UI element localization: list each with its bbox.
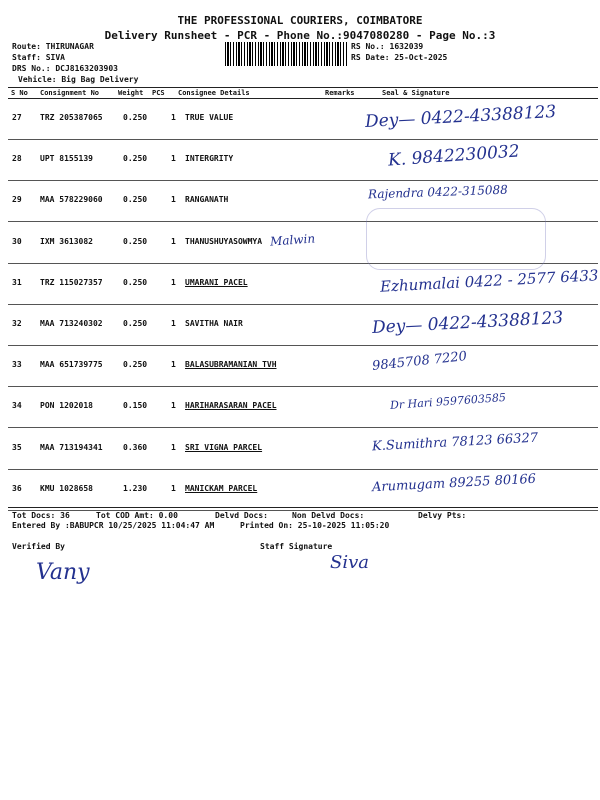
row-pcs: 1 bbox=[171, 277, 176, 287]
row-pcs: 1 bbox=[171, 401, 176, 411]
row-weight: 0.360 bbox=[123, 442, 148, 452]
header-top-rule bbox=[8, 87, 598, 88]
row-handwritten-signature: Rajendra 0422-315088 bbox=[367, 182, 509, 202]
row-consignee: SAVITHA NAIR bbox=[185, 319, 243, 328]
col-consignment: Consignment No bbox=[40, 89, 100, 97]
col-remarks: Remarks bbox=[325, 89, 355, 97]
row-weight: 1.230 bbox=[123, 483, 148, 493]
row-pcs: 1 bbox=[171, 319, 176, 328]
row-consignee: SRI VIGNA PARCEL bbox=[185, 442, 263, 452]
row-weight: 0.150 bbox=[123, 401, 148, 411]
row-consignment-no: MAA 713194341 bbox=[40, 442, 103, 452]
row-pcs: 1 bbox=[171, 442, 176, 452]
row-weight: 0.250 bbox=[123, 236, 148, 246]
row-consignee: RANGANATH bbox=[185, 195, 229, 205]
verifier-signature: Vany bbox=[36, 560, 90, 585]
row-sno: 32 bbox=[12, 319, 22, 328]
row-consignment-no: MAA 651739775 bbox=[40, 360, 103, 370]
row-consignment-no: KMU 1028658 bbox=[40, 483, 93, 493]
row-pcs: 1 bbox=[171, 236, 176, 246]
rs-date: RS Date: 25-Oct-2025 bbox=[351, 53, 448, 62]
company-title: THE PROFESSIONAL COURIERS, COIMBATORE bbox=[177, 14, 423, 27]
footer-rule bbox=[8, 507, 598, 508]
row-handwritten-signature: Ezhumalai 0422 - 2577 6433 bbox=[379, 266, 599, 296]
col-pcs: PCS bbox=[152, 89, 165, 97]
delivery-points: Delvy Pts: bbox=[418, 511, 467, 520]
col-sno: S No bbox=[11, 89, 28, 97]
row-consignee: THANUSHUYASOWMYA bbox=[185, 236, 263, 246]
row-consignment-no: MAA 713240302 bbox=[40, 319, 103, 328]
non-delivered-docs: Non Delvd Docs: bbox=[292, 511, 365, 520]
row-handwritten-signature: K. 9842230032 bbox=[387, 141, 521, 171]
col-weight: Weight bbox=[118, 89, 144, 97]
verified-by-label: Verified By bbox=[12, 542, 65, 551]
row-handwritten-signature: Arumugam 89255 80166 bbox=[371, 471, 537, 496]
table-row bbox=[0, 429, 600, 469]
row-consignee: UMARANI PACEL bbox=[185, 277, 248, 287]
table-row bbox=[0, 470, 600, 510]
shop-stamp bbox=[366, 208, 546, 270]
row-consignment-no: UPT 8155139 bbox=[40, 154, 93, 164]
drs-number: DRS No.: DCJ8163203903 bbox=[12, 64, 118, 73]
staff-handwritten-signature: Siva bbox=[330, 552, 369, 573]
route-label: Route: THIRUNAGAR bbox=[12, 42, 94, 51]
row-weight: 0.250 bbox=[123, 277, 148, 287]
runsheet-subtitle: Delivery Runsheet - PCR - Phone No.:9047080280 - Page No.:3 bbox=[104, 29, 496, 42]
row-weight: 0.250 bbox=[123, 319, 148, 328]
col-seal-signature: Seal & Signature bbox=[382, 89, 450, 97]
row-sno: 27 bbox=[12, 113, 22, 122]
row-consignment-no: TRZ 205387065 bbox=[40, 113, 103, 122]
row-consignee: BALASUBRAMANIAN TVH bbox=[185, 360, 277, 370]
row-pcs: 1 bbox=[171, 113, 176, 122]
table-row bbox=[0, 305, 600, 345]
row-pcs: 1 bbox=[171, 360, 176, 370]
row-consignment-no: TRZ 115027357 bbox=[40, 277, 103, 287]
table-row bbox=[0, 346, 600, 386]
col-consignee: Consignee Details bbox=[178, 89, 250, 97]
row-handwritten-signature: 9845708 7220 bbox=[371, 349, 468, 375]
total-docs: Tot Docs: 36 bbox=[12, 511, 70, 520]
row-handwritten-signature: Dey— 0422-43388123 bbox=[371, 308, 564, 338]
row-handwritten-signature: Dey— 0422-43388123 bbox=[364, 102, 557, 132]
printed-on: Printed On: 25-10-2025 11:05:20 bbox=[240, 521, 390, 530]
delivered-docs: Delvd Docs: bbox=[215, 511, 268, 520]
row-sno: 28 bbox=[12, 154, 22, 164]
vehicle-label: Vehicle: Big Bag Delivery bbox=[18, 75, 139, 84]
row-handwritten-signature: Dr Hari 9597603585 bbox=[389, 391, 507, 413]
row-consignment-no: PON 1202018 bbox=[40, 401, 93, 411]
row-sno: 36 bbox=[12, 483, 22, 493]
rs-number: RS No.: 1632039 bbox=[351, 42, 424, 51]
row-consignee: MANICKAM PARCEL bbox=[185, 483, 258, 493]
row-handwritten-signature: Malwin bbox=[269, 231, 316, 249]
entered-by: Entered By :BABUPCR 10/25/2025 11:04:47 AM bbox=[12, 521, 215, 530]
row-sno: 31 bbox=[12, 277, 22, 287]
row-sno: 30 bbox=[12, 236, 22, 246]
row-weight: 0.250 bbox=[123, 195, 148, 205]
row-consignment-no: IXM 3613082 bbox=[40, 236, 93, 246]
table-row bbox=[0, 140, 600, 180]
table-row bbox=[0, 99, 600, 139]
staff-label: Staff: SIVA bbox=[12, 53, 65, 62]
row-consignee: HARIHARASARAN PACEL bbox=[185, 401, 277, 411]
row-pcs: 1 bbox=[171, 154, 176, 164]
total-cod: Tot COD Amt: 0.00 bbox=[96, 511, 178, 520]
row-sno: 35 bbox=[12, 442, 22, 452]
barcode-image bbox=[225, 42, 347, 66]
row-weight: 0.250 bbox=[123, 154, 148, 164]
row-sno: 33 bbox=[12, 360, 22, 370]
row-consignment-no: MAA 578229060 bbox=[40, 195, 103, 205]
row-consignee: TRUE VALUE bbox=[185, 113, 234, 122]
row-pcs: 1 bbox=[171, 483, 176, 493]
row-consignee: INTERGRITY bbox=[185, 154, 234, 164]
staff-signature-label: Staff Signature bbox=[260, 542, 333, 551]
row-sno: 29 bbox=[12, 195, 22, 205]
row-pcs: 1 bbox=[171, 195, 176, 205]
table-row bbox=[0, 387, 600, 427]
row-weight: 0.250 bbox=[123, 360, 148, 370]
row-handwritten-signature: K.Sumithra 78123 66327 bbox=[371, 430, 539, 454]
row-weight: 0.250 bbox=[123, 113, 148, 122]
row-sno: 34 bbox=[12, 401, 22, 411]
